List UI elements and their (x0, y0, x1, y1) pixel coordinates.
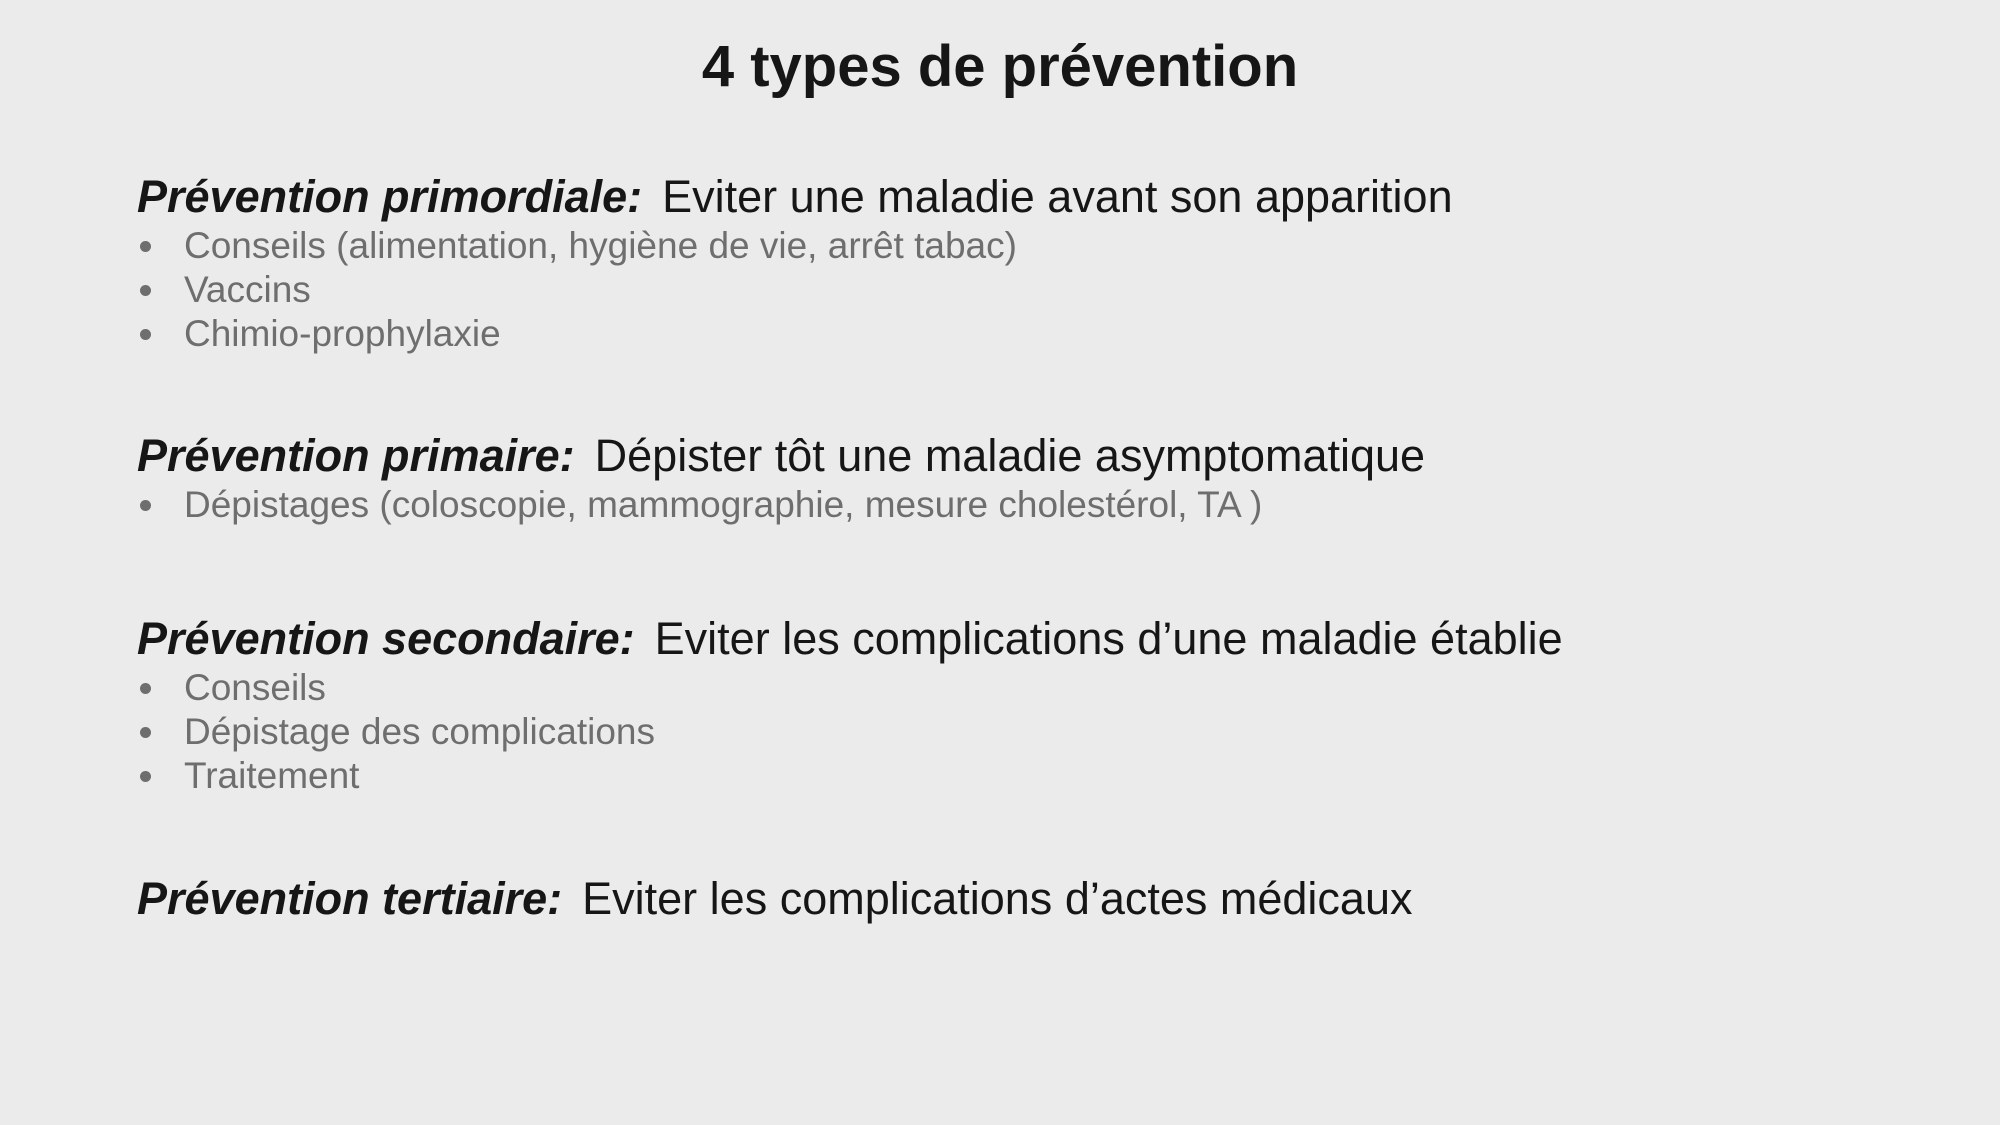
bullet-icon (140, 500, 151, 511)
section-label: Prévention primaire: (137, 430, 575, 481)
section-primaire (137, 429, 1425, 527)
bullet-item (137, 710, 1563, 754)
section-primordiale (137, 170, 1453, 356)
bullet-text: Traitement (184, 755, 360, 796)
bullet-list (137, 666, 1563, 798)
bullet-icon (140, 241, 151, 252)
bullet-text: Conseils (alimentation, hygiène de vie, arrêt tabac) (184, 225, 1017, 266)
bullet-icon (140, 771, 151, 782)
bullet-icon (140, 285, 151, 296)
section-description: Eviter les complications d’une maladie établie (654, 613, 1563, 664)
bullet-text: Conseils (184, 667, 326, 708)
bullet-item (137, 268, 1453, 312)
section-description: Dépister tôt une maladie asymptomatique (594, 430, 1426, 481)
bullet-item (137, 666, 1563, 710)
bullet-item (137, 483, 1425, 527)
section-label: Prévention secondaire: (137, 613, 635, 664)
bullet-icon (140, 683, 151, 694)
slide-title: 4 types de prévention (701, 34, 1299, 99)
section-description: Eviter les complications d’actes médicaux (582, 873, 1413, 924)
bullet-icon (140, 727, 151, 738)
bullet-text: Vaccins (184, 269, 311, 310)
bullet-text: Chimio-prophylaxie (184, 313, 501, 354)
bullet-list (137, 483, 1425, 527)
section-heading (137, 429, 1425, 483)
section-heading (137, 612, 1563, 666)
bullet-list (137, 224, 1453, 356)
section-heading (137, 170, 1453, 224)
bullet-item (137, 754, 1563, 798)
bullet-item (137, 312, 1453, 356)
bullet-item (137, 224, 1453, 268)
section-heading (137, 872, 1413, 926)
bullet-icon (140, 329, 151, 340)
section-tertiaire (137, 872, 1413, 926)
section-description: Eviter une maladie avant son apparition (662, 171, 1453, 222)
bullet-text: Dépistages (coloscopie, mammographie, mesure cholestérol, TA ) (184, 484, 1263, 525)
bullet-text: Dépistage des complications (184, 711, 655, 752)
section-label: Prévention primordiale: (137, 171, 643, 222)
section-secondaire (137, 612, 1563, 798)
section-label: Prévention tertiaire: (137, 873, 563, 924)
